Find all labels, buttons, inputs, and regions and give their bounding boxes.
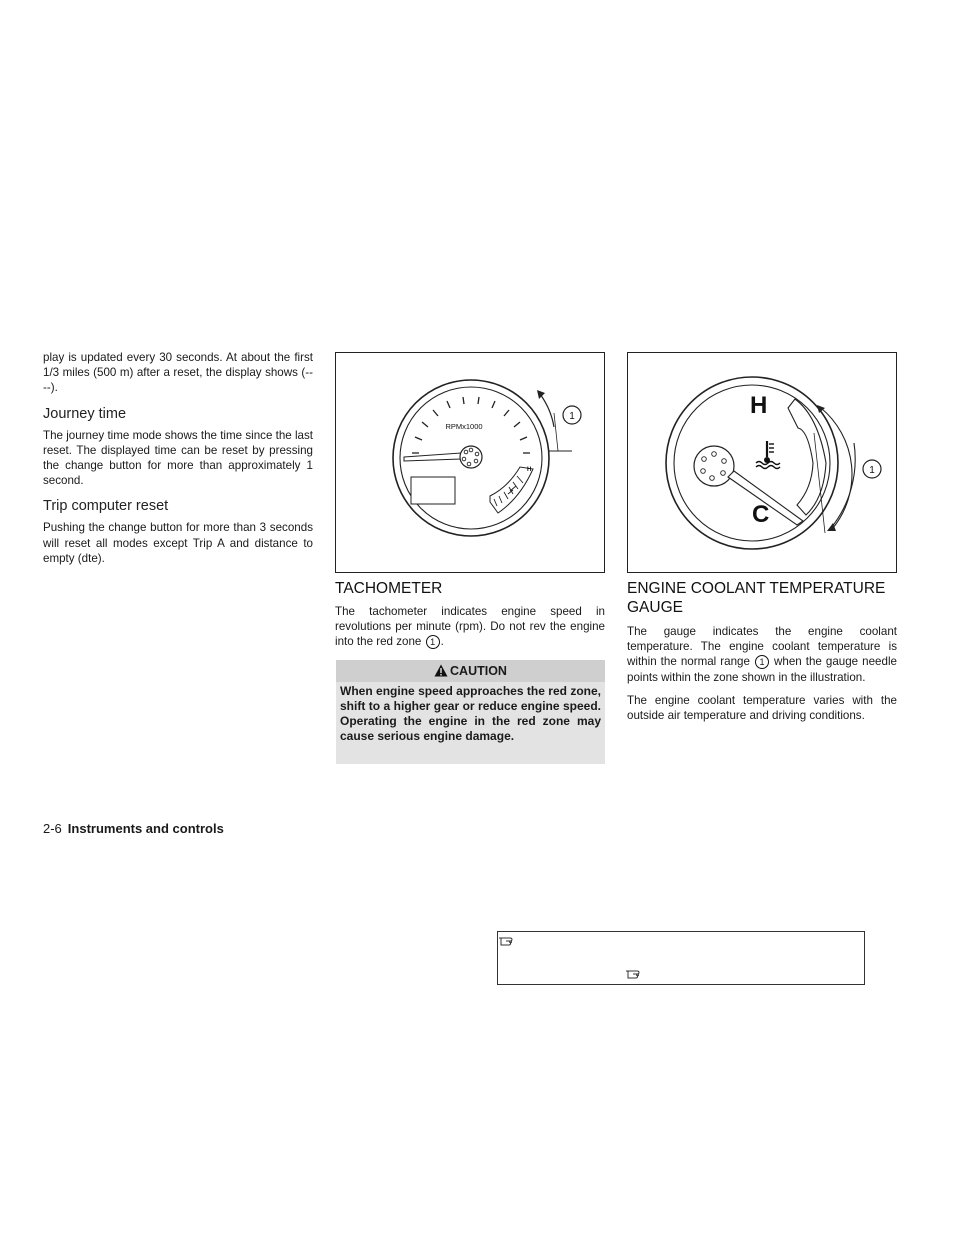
tachometer-illustration: [336, 353, 604, 572]
coolant-heading: ENGINE COOLANT TEMPERATURE GAUGE: [627, 580, 886, 616]
pointing-hand-icon: [625, 967, 645, 979]
intro-paragraph: play is updated every 30 seconds. At about the first 1/3 miles (500 m) after a reset, the display shows (----).: [43, 351, 313, 395]
coolant-gauge-illustration: [628, 353, 896, 572]
coolant-paragraph-1: [627, 624, 897, 685]
journey-time-paragraph: The journey time mode shows the time since the last reset. The displayed time can be reset by pressing the change button for more than approximately 1 second.: [43, 428, 314, 488]
callout-ref-badge: 1: [426, 635, 440, 649]
tachometer-heading: TACHOMETER: [335, 580, 443, 597]
coolant-hot-label: H: [750, 392, 768, 419]
page-number: 2-6: [43, 821, 62, 836]
coolant-paragraph-2: The engine coolant temperature varies with the outside air temperature and driving conditions.: [627, 693, 897, 723]
coolant-cold-label: C: [752, 501, 770, 528]
callout-ref-badge: 1: [755, 655, 769, 669]
coolant-text-before: The gauge indicates the engine coolant temperature. The engine coolant temperature is within the normal range: [627, 625, 897, 669]
tach-dial-label: RPMx1000: [445, 422, 483, 431]
caution-header: [336, 660, 605, 682]
tach-callout-number: 1: [569, 411, 575, 422]
tachometer-text-before: The tachometer indicates engine speed in revolutions per minute (rpm). Do not rev the engine into the red zone: [335, 605, 605, 649]
section-title: Instruments and controls: [67, 821, 224, 836]
page-footer: [43, 821, 224, 836]
tachometer-section: [335, 579, 605, 650]
coolant-temperature-icon: [756, 441, 780, 469]
coolant-gauge-figure: [627, 352, 897, 573]
coolant-section: [627, 579, 897, 723]
pointing-hand-icon: [498, 934, 518, 946]
tachometer-figure: [335, 352, 605, 573]
reference-box: [497, 931, 865, 985]
left-column: [43, 350, 313, 566]
trip-reset-heading: Trip computer reset: [43, 498, 169, 515]
caution-box: [336, 660, 605, 764]
caution-label: CAUTION: [450, 664, 507, 678]
tach-temp-label: H: [527, 467, 532, 473]
warning-triangle-icon: [434, 664, 448, 677]
coolant-callout-number: 1: [869, 465, 875, 476]
trip-reset-paragraph: Pushing the change button for more than 3 seconds will reset all modes except Trip A and distance to empty (dte).: [43, 521, 313, 565]
caution-text: When engine speed approaches the red zone, shift to a higher gear or reduce engine speed. Operating the engine in the red zone may cause serious engine damage.: [340, 684, 601, 743]
tachometer-text-after: .: [440, 635, 444, 649]
journey-time-heading: Journey time: [43, 405, 127, 422]
coolant-text-after: when the gauge needle points within the zone shown in the illustration.: [627, 655, 897, 684]
tachometer-paragraph: [335, 604, 605, 650]
